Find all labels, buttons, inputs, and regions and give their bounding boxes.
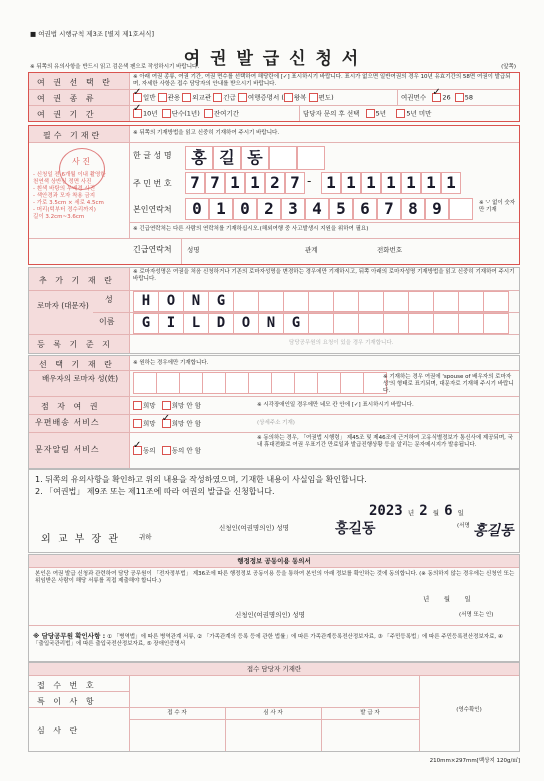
rrn-front-digit-char: 1 [230, 173, 240, 192]
phone-digit-char: 6 [360, 199, 370, 218]
spouse-char[interactable] [225, 372, 249, 394]
pages-58-checkbox[interactable] [455, 93, 464, 102]
surname-char[interactable] [208, 291, 234, 312]
type-official-checkbox[interactable] [158, 93, 167, 102]
given-char-char: N [266, 315, 276, 331]
emergency-phone-field[interactable]: 전화번호 [377, 246, 403, 254]
phone-digit-char: 0 [192, 199, 202, 218]
type-emergency-label: 긴급 [223, 93, 236, 102]
photo-guidelines: - 신청일 전 6개월 이내 촬영한 천연색 상반신 정면 사진 - 흰색 바탕의 무배경 사진 - 색안경과 모자 착용 금지 - 가로 3.5cm × 세로 4.5cm - 머리(턱부터 정수리까지) 길이 3.2cm~3.6cm [33, 172, 106, 220]
surname-char-char: N [191, 293, 201, 309]
passport-select-section [28, 72, 520, 122]
rrn-front-digit[interactable] [265, 172, 285, 194]
phone-digit-char: 2 [264, 199, 274, 218]
rrn-back-digit[interactable] [441, 172, 461, 194]
registry-label: 등 록 기 준 지 [37, 340, 113, 349]
phone-input[interactable] [29, 198, 519, 220]
spouse-char[interactable] [202, 372, 226, 394]
surname-char[interactable] [308, 291, 334, 312]
spouse-char[interactable] [294, 372, 318, 394]
surname-char[interactable] [358, 291, 384, 312]
minor-period [303, 109, 431, 118]
name-char-box[interactable] [269, 146, 297, 170]
given-name-label: 이름 [99, 317, 115, 326]
spouse-note: ※ 기재하는 경우 여권에 'spouse of 배우자의 로마자 성'의 형태로 표기되며, 대문자로 기재해 주시기 바랍니다. [383, 374, 514, 394]
name-char-box[interactable]: 길 [213, 146, 241, 170]
surname-char-char: G [216, 293, 226, 309]
given-char[interactable] [233, 313, 259, 334]
given-name-input[interactable] [29, 313, 519, 334]
phone-digit-char: 3 [288, 199, 298, 218]
phone-digit-char: 8 [408, 199, 418, 218]
consent-text: 본인은 여권 발급 신청과 관련하여 담당 공무원이 「전자정부법」 제36조에 따른 행정정보 공동이용 등을 통하여 본인의 아래 정보를 확인하는 것에 동의합니다. (※ 동의하지 않는 경우에는 신청인 또는 위임받은 사람이 해당 서류를 직접 제출해야 합니다.) [35, 571, 515, 584]
emergency-name-field[interactable]: 성명 [187, 246, 200, 254]
required-section [28, 125, 520, 265]
minor-under5-label: 5년 미만 [406, 109, 432, 118]
rrn-back-digit-char: 1 [326, 173, 336, 192]
rrn-dash: - [307, 174, 312, 188]
rrn-back-digit-char: 1 [366, 173, 376, 192]
given-char[interactable] [433, 313, 459, 334]
spouse-char[interactable] [271, 372, 295, 394]
phone-digit[interactable] [281, 198, 305, 220]
phone-digit[interactable] [401, 198, 425, 220]
regulation-line: ■ 여권법 시행규칙 제3조 [별지 제1호서식] [30, 30, 155, 38]
rrn-front-digit-char: 1 [250, 173, 260, 192]
rrn-back-digit[interactable] [421, 172, 441, 194]
braille-yes-checkbox[interactable] [133, 401, 142, 410]
pages-26-checkbox[interactable]: ✓ [432, 93, 441, 102]
braille-note: ※ 시각장애인일 경우에만 네모 칸 안에 [✓] 표시하시기 바랍니다. [257, 402, 414, 408]
recipient: 외 교 부 장 관 [41, 534, 121, 545]
phone-digit[interactable] [449, 198, 473, 220]
confirm-section [28, 469, 520, 553]
surname-input[interactable] [29, 291, 519, 312]
optional-instruction: ※ 원하는 경우에만 기재합니다. [133, 360, 209, 366]
type-official-label: 관용 [167, 93, 181, 102]
minor-label: 담당자 문의 후 선택 [303, 109, 360, 118]
name-char-box[interactable] [297, 146, 325, 170]
page-title: 여 권 발 급 신 청 서 [183, 49, 361, 69]
given-char-char: O [241, 315, 251, 331]
surname-char[interactable] [158, 291, 184, 312]
phone-digit-char: 4 [312, 199, 322, 218]
braille-options: 희망 희망 안 함 [133, 401, 201, 410]
minor-under5-checkbox[interactable] [396, 109, 405, 118]
given-char-char: I [166, 315, 176, 331]
surname-char[interactable] [483, 291, 509, 312]
name-char-box[interactable]: 홍 [185, 146, 213, 170]
consent-applicant-label: 신청인(여권명의인) 성명 [235, 611, 305, 619]
optional-section [28, 355, 520, 469]
consent-section [28, 554, 520, 662]
given-char-char: D [216, 315, 226, 331]
confirm-line-1: 1. 뒤쪽의 유의사항을 확인하고 위의 내용을 작성하였으며, 기재한 내용이 사실임을 확인합니다. [35, 475, 367, 484]
given-char[interactable] [283, 313, 309, 334]
phone-digit-char: 9 [432, 199, 442, 218]
surname-char[interactable] [408, 291, 434, 312]
date-year: 2023 [369, 503, 403, 519]
delivery-yes-checkbox[interactable] [133, 419, 142, 428]
col-issuer: 발 급 자 [360, 710, 380, 716]
surname-char-char: H [141, 293, 151, 309]
rrn-back-digit-char: 1 [346, 173, 356, 192]
given-char[interactable] [158, 313, 184, 334]
additional-instruction: ※ 로마자성명은 여권을 처음 신청하거나 기존의 로마자성명을 변경하는 경우에만 기재하시고, 뒤쪽 아래의 로마자성명 기재방법을 읽고 신중히 기재하여 주시기 바랍니다. [133, 269, 515, 282]
rrn-back-digit[interactable] [401, 172, 421, 194]
rrn-front-digit-char: 7 [190, 173, 200, 192]
surname-char[interactable] [383, 291, 409, 312]
period-single-label: 단수(1년) [171, 109, 200, 118]
type-travel-cert-label: 여행증명서 [247, 93, 280, 102]
phone-digit[interactable] [305, 198, 329, 220]
given-char[interactable] [133, 313, 159, 334]
officer-receipt-no: 접 수 번 호 [37, 681, 97, 690]
recipient-suffix: 귀하 [139, 533, 152, 541]
applicant-signature[interactable]: 홍길동 [473, 523, 514, 539]
emergency-relation-field[interactable]: 관계 [305, 246, 318, 254]
passport-pages [401, 87, 474, 102]
officer-review: 심 사 란 [37, 726, 81, 735]
front-label: (앞쪽) [501, 64, 516, 70]
phone-digit[interactable] [257, 198, 281, 220]
given-char[interactable] [458, 313, 484, 334]
rrn-front-digit-char: 7 [210, 173, 220, 192]
type-emergency-checkbox[interactable] [213, 93, 222, 102]
period-10y-label: 10년 [143, 109, 158, 118]
rrn-back-digit-char: 1 [386, 173, 396, 192]
given-char[interactable] [208, 313, 234, 334]
phone-digit[interactable] [353, 198, 377, 220]
consent-sign-label[interactable]: (서명 또는 인) [459, 612, 494, 618]
given-char[interactable] [358, 313, 384, 334]
consent-title: 행정정보 공동이용 동의서 [237, 557, 311, 565]
date-month: 2 [419, 503, 428, 519]
confirm-line-2: 2. 「여권법」 제9조 또는 제11조에 따라 여권의 발급을 신청합니다. [35, 487, 275, 496]
rrn-front-digit[interactable] [225, 172, 245, 194]
type-oneway-label: 편도 [318, 93, 332, 102]
photo-title: 사 진 [72, 157, 90, 166]
spouse-char[interactable] [317, 372, 341, 394]
phone-digit[interactable] [329, 198, 353, 220]
consent-date[interactable]: 년 월 일 [423, 595, 471, 603]
required-instruction: ※ 뒤쪽의 기재방법을 읽고 신중히 기재하여 주시기 바랍니다. [133, 130, 280, 136]
surname-char[interactable] [333, 291, 359, 312]
rrn-input[interactable] [29, 172, 519, 194]
rrn-back-digit[interactable] [341, 172, 361, 194]
type-travel-cert-checkbox[interactable] [238, 93, 247, 102]
phone-digit[interactable] [377, 198, 401, 220]
type-roundtrip-checkbox[interactable] [284, 93, 293, 102]
sign-label: (서명 [457, 523, 470, 529]
application-date[interactable]: 2023 년 2 월 6 일 [369, 503, 464, 519]
surname-char[interactable] [258, 291, 284, 312]
surname-char[interactable] [183, 291, 209, 312]
col-receiver: 접 수 자 [167, 710, 187, 716]
passport-select-label: 여 권 선 택 란 [37, 78, 113, 87]
minor-5y-label: 5년 [375, 109, 387, 118]
sms-options: ✓ 동의 동의 안 함 [133, 440, 202, 455]
phone-digit-char: 7 [384, 199, 394, 218]
minor-5y-checkbox[interactable] [366, 109, 375, 118]
braille-no-checkbox[interactable] [162, 401, 171, 410]
sms-note: ※ 동의하는 경우, 「여권법 시행령」 제45조 및 제46조에 근거하여 고유식별정보가 통신사에 제공되며, 국내 휴대전화로 여권 우표기간 만료일과 발급진행상황 등을 알리는 문자메시지가 발송됩니다. [257, 435, 513, 448]
rrn-front-digit-char: 7 [290, 173, 300, 192]
rrn-front-digit[interactable] [245, 172, 265, 194]
rrn-back-digit[interactable] [321, 172, 341, 194]
period-single-checkbox[interactable] [162, 109, 171, 118]
surname-char-char: O [166, 293, 176, 309]
emergency-note: ※ 긴급연락처는 다른 사람의 연락처를 기재하십시오.(해외여행 중 사고발생시 지원을 위하여 필요) [133, 226, 369, 232]
rrn-front-digit[interactable] [285, 172, 305, 194]
passport-select-instruction: ※ 아래 여권 종류, 여권 기간, 여권 면수를 선택하여 해당란에 [✓] 표시하시기 바랍니다. 표시가 없으면 일반여권의 경우 10년 유효기간의 58면 여권이 발급되며, 자세한 사항은 접수 담당자의 안내를 받으시기 바랍니다. [133, 74, 511, 87]
delivery-no-checkbox[interactable]: ✓ [162, 419, 171, 428]
given-char-char: L [191, 315, 201, 331]
read-note: ※ 뒤쪽의 유의사항을 반드시 읽고 검은색 펜으로 작성하시기 바랍니다. [30, 64, 200, 70]
delivery-note: (상세주소 기재) [257, 420, 295, 426]
passport-type-options: ✓ 일반 관용 외교관 긴급 여행증명서 ( 왕복 편도) [133, 87, 334, 102]
surname-char[interactable] [283, 291, 309, 312]
sms-label: 문자알림 서비스 [35, 445, 100, 454]
spouse-char[interactable] [156, 372, 180, 394]
given-char-char: G [141, 315, 151, 331]
period-10y-checkbox[interactable]: ✓ [133, 109, 142, 118]
optional-label: 선 택 기 재 란 [39, 360, 115, 369]
paper-spec: 210mm×297mm[백상지 120g/㎡] [429, 758, 520, 764]
applicant-label: 신청인(여권명의인) 성명 [219, 524, 289, 532]
spouse-label: 배우자의 로마자 성(姓) [41, 374, 119, 383]
surname-label: 성 [105, 295, 113, 304]
given-char[interactable] [333, 313, 359, 334]
registry-note: 담당공무원의 요청이 있을 경우 기재합니다. [289, 340, 394, 346]
additional-label: 추 가 기 재 란 [39, 276, 115, 285]
phone-digit[interactable] [425, 198, 449, 220]
officer-title: 접수 담당자 기재란 [246, 665, 302, 673]
phone-digit-char: 1 [216, 199, 226, 218]
phone-label: 본인연락처 [133, 205, 172, 214]
rrn-label: 주 민 번 호 [133, 179, 172, 188]
date-day: 6 [444, 503, 453, 519]
phone-digit-char: 5 [336, 199, 346, 218]
roman-label: 로마자 (대문자) [37, 301, 89, 310]
rrn-front-digit-char: 2 [270, 173, 280, 192]
type-general-checkbox[interactable]: ✓ [133, 93, 142, 102]
spouse-char[interactable] [133, 372, 157, 394]
type-diplomat-checkbox[interactable] [182, 93, 191, 102]
applicant-name[interactable]: 홍길동 [335, 521, 376, 537]
passport-period-label: 여 권 기 간 [37, 110, 97, 119]
spouse-char[interactable] [340, 372, 364, 394]
pages-26-label: 26 [442, 93, 451, 102]
emergency-label: 긴급연락처 [133, 245, 172, 254]
pages-58-label: 58 [464, 93, 474, 102]
rrn-back-digit[interactable] [381, 172, 401, 194]
name-char-box[interactable]: 동 [241, 146, 269, 170]
type-roundtrip-label: 왕복 [293, 93, 307, 102]
given-char[interactable] [383, 313, 409, 334]
delivery-label: 우편배송 서비스 [35, 418, 100, 427]
type-general-label: 일반 [143, 93, 156, 102]
sms-agree-checkbox[interactable]: ✓ [133, 446, 142, 455]
spouse-char[interactable] [179, 372, 203, 394]
phone-digit[interactable] [185, 198, 209, 220]
given-char[interactable] [183, 313, 209, 334]
passport-type-label: 여 권 종 류 [37, 94, 97, 103]
type-diplomat-label: 외교관 [192, 93, 212, 102]
given-char[interactable] [258, 313, 284, 334]
surname-char[interactable] [433, 291, 459, 312]
rrn-back-digit-char: 1 [446, 173, 456, 192]
sms-disagree-checkbox[interactable] [162, 446, 171, 455]
period-remaining-label: 잔여기간 [213, 109, 240, 118]
given-char[interactable] [408, 313, 434, 334]
officer-remarks: 특 이 사 항 [37, 697, 97, 706]
given-char[interactable] [308, 313, 334, 334]
delivery-options: 희망 ✓ 희망 안 함 [133, 419, 201, 428]
type-oneway-checkbox[interactable] [309, 93, 318, 102]
rrn-front-digit[interactable] [205, 172, 225, 194]
surname-char[interactable] [458, 291, 484, 312]
phone-digit[interactable] [209, 198, 233, 220]
given-char[interactable] [483, 313, 509, 334]
braille-label: 점 자 여 권 [41, 402, 101, 411]
given-char-char: G [291, 315, 301, 331]
period-remaining-checkbox[interactable] [204, 109, 213, 118]
officer-section [28, 662, 520, 752]
phone-digit-char: 0 [240, 199, 250, 218]
additional-section [28, 267, 520, 354]
rrn-front-digit[interactable] [185, 172, 205, 194]
receipt-stamp: (영수확인) [456, 707, 482, 713]
surname-char[interactable] [133, 291, 159, 312]
surname-char[interactable] [233, 291, 259, 312]
officer-check-items: ※ 담당공무원 확인사항 : ① 「병역법」에 따른 병역관계 서류, ② 「가족관계의 등록 등에 관한 법률」에 따른 가족관계등록전산정보자료, ③ 「주민등록법」에 따른 주민등록전산정보자료, ④ 「출입국관리법」에 따른 출입국전산정보자료, ⑤ 장애인증명서 [33, 632, 503, 647]
name-label: 한 글 성 명 [133, 151, 172, 160]
rrn-back-digit[interactable] [361, 172, 381, 194]
rrn-back-digit-char: 1 [406, 173, 416, 192]
required-label: 필수 기재란 [43, 131, 103, 140]
passport-period-options [133, 103, 240, 118]
spouse-char[interactable] [248, 372, 272, 394]
phone-note: ※ '-' 없이 숫자만 기재 [479, 200, 516, 213]
pages-label: 여권면수 [401, 93, 427, 102]
rrn-back-digit-char: 1 [426, 173, 436, 192]
phone-digit[interactable] [233, 198, 257, 220]
col-reviewer: 심 사 자 [263, 710, 283, 716]
